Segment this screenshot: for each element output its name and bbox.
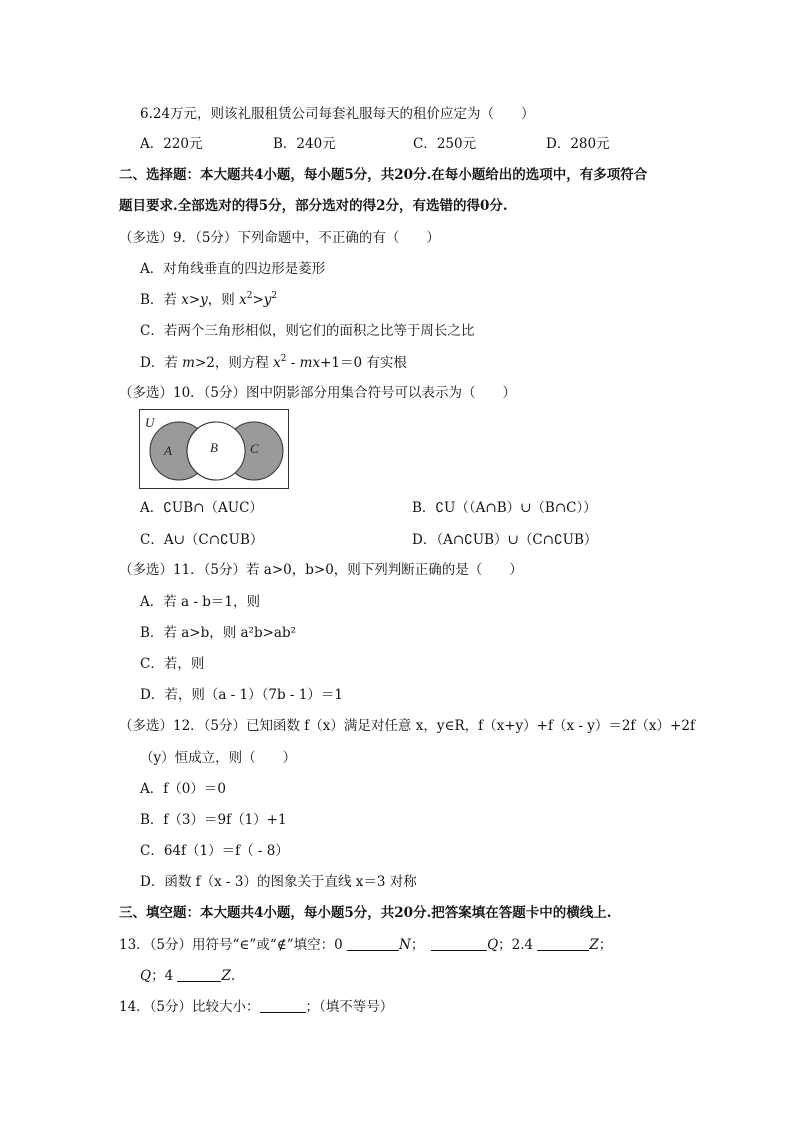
q12-stem-line1: （多选）12．（5分）已知函数 f（x）满足对任意 x，y∈R，f（x+y）+f（x - y）＝2f（x）+2f	[119, 718, 695, 734]
label-u: U	[145, 415, 155, 430]
q12-option-d: D．函数 f（x - 3）的图象关于直线 x＝3 对称	[140, 874, 417, 890]
q12-option-a: A．f（0）＝0	[140, 781, 226, 797]
section3-heading: 三、填空题：本大题共4小题，每小题5分，共20分.把答案填在答题卡中的横线上.	[119, 905, 612, 921]
q13-blank-4[interactable]	[177, 967, 221, 982]
q11-option-b: B．若 a>b，则 a²b>ab²	[140, 625, 297, 641]
q13-blank-3[interactable]	[537, 936, 589, 951]
q12-option-c: C．64f（1）＝f（ - 8）	[140, 843, 289, 859]
q10-option-d: D．（A∩∁UB）∪（C∩∁UB）	[412, 532, 598, 548]
label-a: A	[164, 443, 172, 458]
q8-option-a: A．220元	[140, 136, 203, 152]
q13-line2: Q；4 Z.	[140, 968, 236, 984]
q13-line1: 13．（5分）用符号“∈”或“∉”填空：0 N； Q；2.4 Z；	[119, 937, 613, 953]
q12-option-b: B．f（3）＝9f（1）+1	[140, 812, 287, 828]
q10-option-c: C．A∪（C∩∁UB）	[140, 532, 264, 548]
q9-option-a: A．对角线垂直的四边形是菱形	[140, 261, 326, 277]
q9-option-b: B．若 x>y，则 $x^2>y^2$	[140, 291, 278, 308]
venn-diagram	[139, 409, 290, 491]
q11-option-a: A．若 a - b＝1，则	[140, 594, 260, 610]
section2-heading-line2: 题目要求.全部选对的得5分，部分选对的得2分，有选错的得0分.	[119, 198, 508, 214]
q12-stem-line2: （y）恒成立，则（ ）	[140, 750, 297, 766]
q8-tail: 6.24万元，则该礼服租赁公司每套礼服每天的租价应定为（ ）	[140, 106, 535, 122]
label-c: C	[250, 441, 259, 456]
q13-blank-1[interactable]	[347, 936, 399, 951]
q8-option-c: C．250元	[413, 136, 477, 152]
q14-blank[interactable]	[260, 998, 306, 1013]
q11-stem: （多选）11．（5分）若 a>0，b>0，则下列判断正确的是（ ）	[119, 562, 523, 578]
q14-line: 14．（5分）比较大小： ；（填不等号）	[119, 999, 394, 1015]
q13-blank-2[interactable]	[431, 936, 487, 951]
q10-stem: （多选）10．（5分）图中阴影部分用集合符号可以表示为（ ）	[119, 385, 517, 401]
q9-option-d: D．若 m>2，则方程 $x^2 - mx+1=0$ 有实根	[140, 354, 407, 371]
q8-option-d: D．280元	[546, 136, 610, 152]
q8-option-b: B．240元	[273, 136, 336, 152]
q9-option-c: C．若两个三角形相似，则它们的面积之比等于周长之比	[140, 323, 475, 339]
q9-stem: （多选）9．（5分）下列命题中，不正确的有（ ）	[119, 230, 440, 246]
q10-option-a: A．∁UB∩（AUC）	[140, 500, 263, 516]
q10-option-b: B．∁U（（A∩B）∪（B∩C））	[412, 500, 597, 516]
section2-heading-line1: 二、选择题：本大题共4小题，每小题5分，共20分.在每小题给出的选项中，有多项符合	[119, 167, 648, 183]
q11-option-d: D．若，则（a - 1）（7b - 1）＝1	[140, 687, 343, 703]
q11-option-c: C．若，则	[140, 656, 205, 672]
label-b: B	[210, 440, 218, 455]
